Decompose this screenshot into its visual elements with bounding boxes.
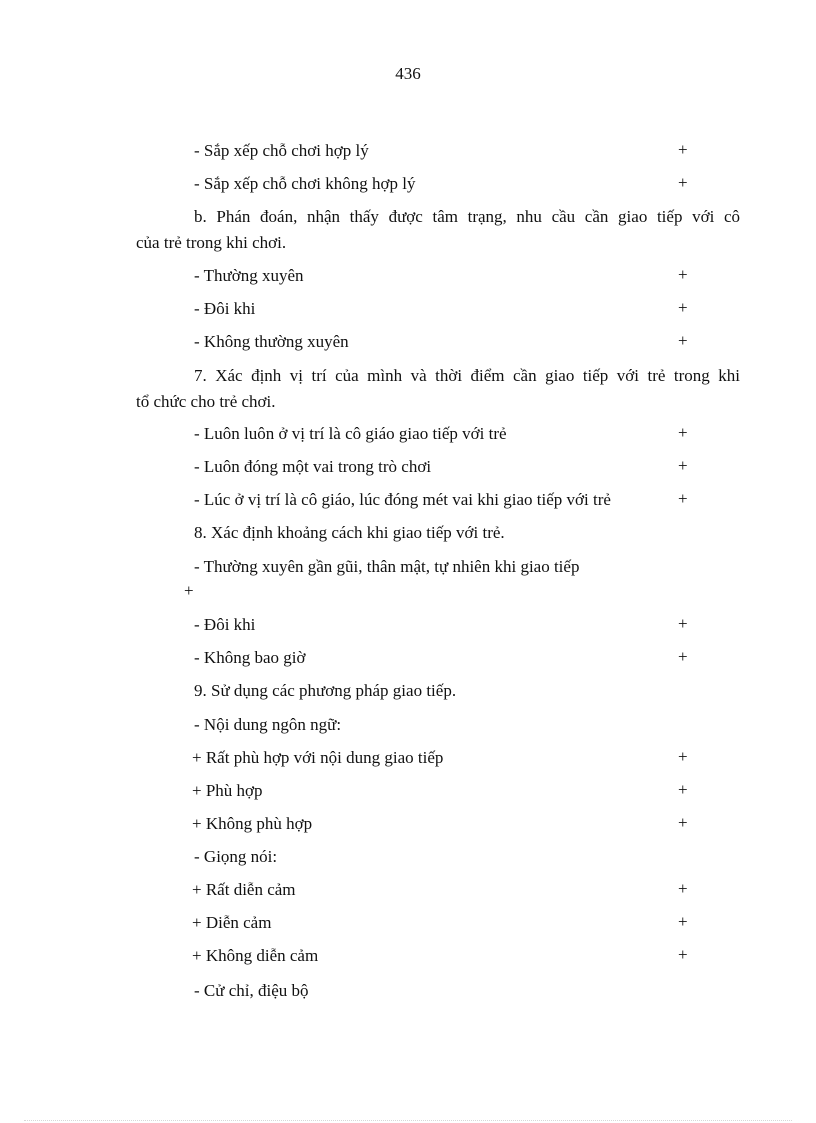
plus-mark: + — [678, 298, 688, 317]
plus-mark: + — [678, 945, 688, 964]
sub-option-line: + Không diễn cảm — [192, 946, 319, 965]
sub-option-line: + Rất phù hợp với nội dung giao tiếp — [192, 748, 444, 767]
page-number: 436 — [395, 64, 421, 83]
sub-option-line: + Diễn cảm — [192, 913, 272, 932]
plus-mark: + — [678, 331, 688, 350]
option-group-label: - Cử chỉ, điệu bộ — [194, 981, 309, 1000]
option-line: - Sắp xếp chỗ chơi không hợp lý — [194, 174, 416, 193]
sub-option-line: + Phù hợp — [192, 781, 263, 800]
plus-mark: + — [678, 813, 688, 832]
plus-mark: + — [678, 912, 688, 931]
plus-mark: + — [678, 614, 688, 633]
option-line: - Lúc ở vị trí là cô giáo, lúc đóng mét vai khi giao tiếp với trẻ — [194, 490, 611, 509]
option-line: - Đôi khi — [194, 299, 256, 318]
plus-mark: + — [678, 780, 688, 799]
option-line: - Luôn đóng một vai trong trò chơi — [194, 457, 432, 476]
option-group-label: - Giọng nói: — [194, 847, 278, 866]
plus-mark: + — [678, 423, 688, 442]
plus-mark: + — [678, 489, 688, 508]
sub-option-line: + Rất diễn cảm — [192, 880, 296, 899]
option-line: - Sắp xếp chỗ chơi hợp lý — [194, 141, 369, 160]
option-line: - Không thường xuyên — [194, 332, 349, 351]
option-group-label: - Nội dung ngôn ngữ: — [194, 715, 342, 734]
question-paragraph-continuation: tổ chức cho trẻ chơi. — [136, 392, 276, 411]
plus-mark: + — [678, 173, 688, 192]
question-heading: 9. Sử dụng các phương pháp giao tiếp. — [194, 681, 457, 700]
option-line: - Không bao giờ — [194, 648, 306, 667]
plus-mark: + — [678, 265, 688, 284]
question-paragraph-continuation: của trẻ trong khi chơi. — [136, 233, 287, 252]
plus-mark: + — [678, 747, 688, 766]
option-line: - Thường xuyên — [194, 266, 304, 285]
option-line: - Thường xuyên gần gũi, thân mật, tự nhiên khi giao tiếp — [194, 557, 580, 576]
plus-mark: + — [678, 456, 688, 475]
plus-mark: + — [678, 140, 688, 159]
sub-option-line: + Không phù hợp — [192, 814, 313, 833]
option-line: - Đôi khi — [194, 615, 256, 634]
question-heading: 8. Xác định khoảng cách khi giao tiếp với trẻ. — [194, 523, 505, 542]
plus-mark: + — [184, 581, 194, 600]
question-paragraph: 7. Xác định vị trí của mình và thời điểm cần giao tiếp với trẻ trong khi — [194, 366, 740, 385]
question-paragraph: b. Phán đoán, nhận thấy được tâm trạng, nhu cầu cần giao tiếp với cô — [194, 207, 740, 226]
plus-mark: + — [678, 879, 688, 898]
page-bottom-divider — [24, 1120, 792, 1121]
plus-mark: + — [678, 647, 688, 666]
option-line: - Luôn luôn ở vị trí là cô giáo giao tiếp với trẻ — [194, 424, 507, 443]
